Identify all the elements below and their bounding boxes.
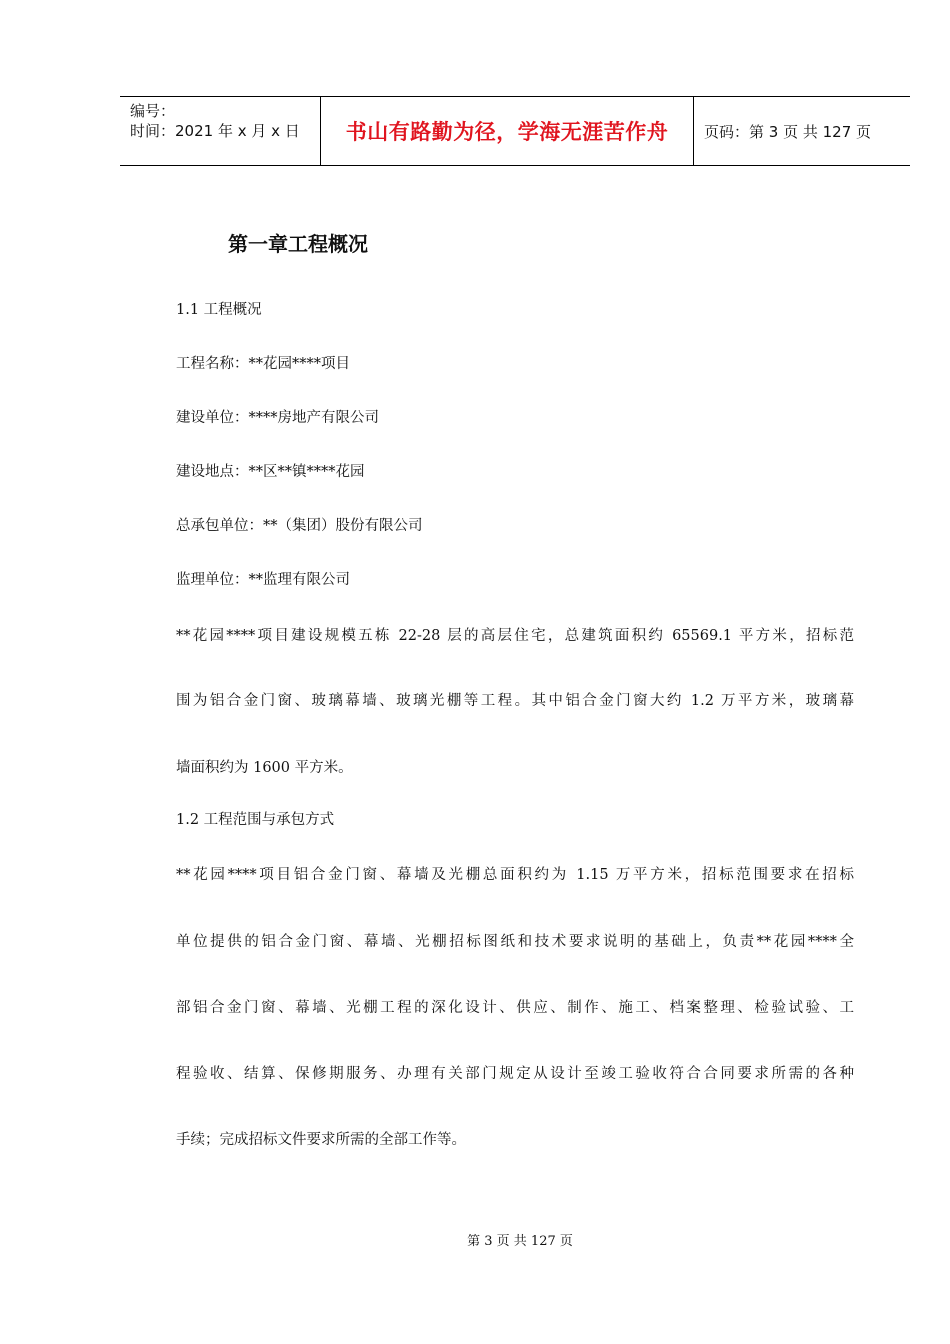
location-field: 建设地点：**区**镇****花园 bbox=[176, 464, 365, 480]
overview-line: 墙面积约为 1600 平方米。 bbox=[176, 760, 353, 776]
header-page-cell bbox=[694, 97, 910, 165]
header-motto-cell bbox=[321, 97, 694, 165]
scope-line: 手续；完成招标文件要求所需的全部工作等。 bbox=[176, 1132, 466, 1148]
page-footer: 第 3 页 共 127 页 bbox=[467, 1234, 573, 1249]
scope-line: 程验收、结算、保修期服务、办理有关部门规定从设计至竣工验收符合合同要求所需的各种 bbox=[176, 1066, 854, 1082]
document-header bbox=[120, 96, 910, 166]
scope-line: **花园****项目铝合金门窗、幕墙及光棚总面积约为 1.15 万平方米，招标范围要求在招标 bbox=[176, 867, 854, 883]
supervisor-field: 监理单位：**监理有限公司 bbox=[176, 572, 350, 588]
overview-line: **花园****项目建设规模五栋 22-28 层的高层住宅，总建筑面积约 65569.1 平方米，招标范 bbox=[176, 628, 854, 644]
time-label: 时间：2021 年 x 月 x 日 bbox=[130, 122, 300, 140]
section-heading-1-2: 1.2 工程范围与承包方式 bbox=[176, 812, 335, 828]
scope-line: 单位提供的铝合金门窗、幕墙、光棚招标图纸和技术要求说明的基础上，负责**花园****全 bbox=[176, 934, 854, 950]
page-label: 页码：第 3 页 共 127 页 bbox=[704, 122, 872, 141]
overview-line: 围为铝合金门窗、玻璃幕墙、玻璃光棚等工程。其中铝合金门窗大约 1.2 万平方米，玻璃幕 bbox=[176, 693, 854, 709]
chapter-title: 第一章工程概况 bbox=[228, 232, 368, 256]
developer-field: 建设单位：****房地产有限公司 bbox=[176, 410, 379, 426]
section-heading-1-1: 1.1 工程概况 bbox=[176, 302, 262, 318]
motto-text: 书山有路勤为径，学海无涯苦作舟 bbox=[345, 120, 669, 144]
scope-line: 部铝合金门窗、幕墙、光棚工程的深化设计、供应、制作、施工、档案整理、检验试验、工 bbox=[176, 1000, 854, 1016]
number-label: 编号： bbox=[130, 102, 176, 120]
contractor-field: 总承包单位：**（集团）股份有限公司 bbox=[176, 518, 423, 534]
header-meta-cell bbox=[120, 97, 321, 165]
project-name-field: 工程名称：**花园****项目 bbox=[176, 356, 350, 372]
